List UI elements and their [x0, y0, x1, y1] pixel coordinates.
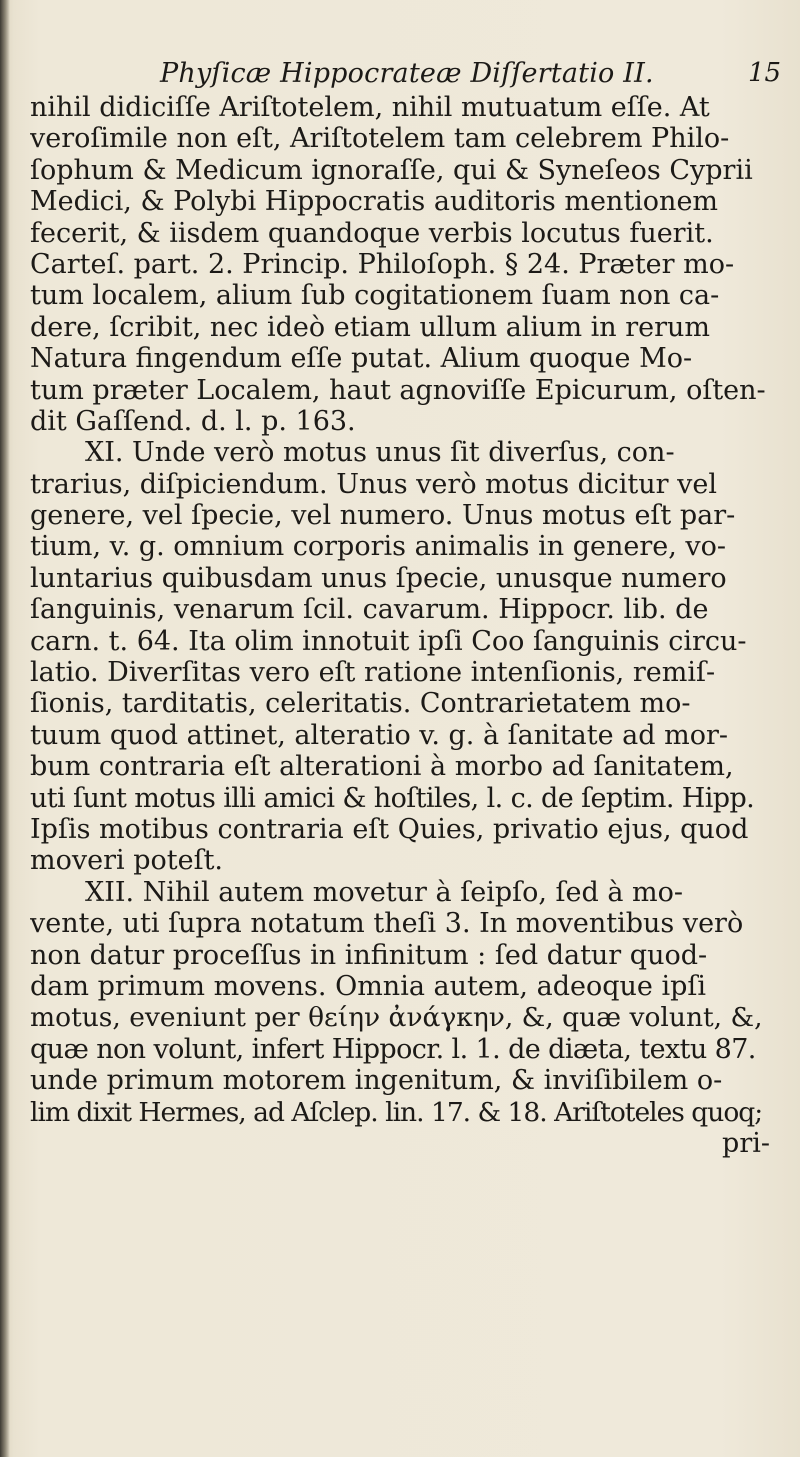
text-line: moveri poteſt. — [30, 845, 224, 877]
text-line: luntarius quibusdam unus ſpecie, unusque numero — [30, 562, 727, 594]
text-line: tium, v. g. omnium corporis animalis in genere, vo- — [30, 531, 727, 563]
page-number: 15 — [748, 58, 782, 88]
text-line: latio. Diverſitas vero eſt ratione intenſionis, remiſ- — [30, 657, 716, 689]
text-line: Natura fingendum eſſe putat. Alium quoque Mo- — [30, 343, 693, 375]
text-line: trarius, diſpiciendum. Unus verò motus dicitur vel — [30, 468, 717, 500]
text-line: nihil didiciſſe Ariſtotelem, nihil mutuatum eſſe. At — [30, 92, 710, 123]
text-line: ſophum & Medicum ignoraſſe, qui & Syneſeos Cyprii — [30, 154, 753, 186]
text-line: Medici, & Polybi Hippocratis auditoris mentionem — [30, 186, 719, 218]
text-line: genere, vel ſpecie, vel numero. Unus motus eſt par- — [30, 500, 736, 532]
section-heading-line: XI. Unde verò motus unus ſit diverſus, con- — [85, 437, 675, 469]
text-line: uti ſunt motus illi amici & hoſtiles, l. c. de ſeptim. Hipp. — [30, 782, 755, 814]
text-line: fecerit, & iisdem quandoque verbis locutus fuerit. — [30, 217, 714, 249]
text-line: ſionis, tarditatis, celeritatis. Contrarietatem mo- — [30, 688, 691, 720]
text-line: dam primum movens. Omnia autem, adeoque ipſi — [30, 970, 706, 1002]
text-line: bum contraria eſt alterationi à morbo ad ſanitatem, — [30, 751, 734, 783]
text-line: non datur proceſſus in infinitum : ſed datur quod- — [30, 939, 708, 971]
section-heading-line: XII. Nihil autem movetur à ſeipſo, ſed à mo- — [85, 876, 684, 908]
running-title: Phyſicæ Hippocrateæ Diſſertatio II. — [160, 58, 654, 89]
text-line: dit Gaſſend. d. l. p. 163. — [30, 405, 356, 437]
text-line: tuum quod attinet, alteratio v. g. à ſanitate ad mor- — [30, 719, 728, 751]
text-line: unde primum motorem ingenitum, & inviſibilem o- — [30, 1065, 723, 1097]
catchword: pri- — [722, 1127, 770, 1159]
text-line: ſanguinis, venarum ſcil. cavarum. Hippocr. lib. de — [30, 594, 709, 626]
text-line: carn. t. 64. Ita olim innotuit ipſi Coo ſanguinis circu- — [30, 625, 747, 657]
page-binding-edge — [0, 0, 10, 1457]
text-line: veroſimile non eſt, Ariſtotelem tam celebrem Philo- — [30, 123, 730, 155]
body-text — [30, 92, 770, 1159]
text-line: Carteſ. part. 2. Princip. Philoſoph. § 24. Præter mo- — [30, 248, 735, 280]
text-line: dere, ſcribit, nec ideò etiam ullum alium in rerum — [30, 311, 711, 343]
text-line: Ipſis motibus contraria eſt Quies, privatio ejus, quod — [30, 813, 749, 845]
text-line: tum localem, alium ſub cogitationem ſuam non ca- — [30, 280, 720, 312]
text-line: motus, eveniunt per θείην ἀνάγκην, &, quæ volunt, &, — [30, 1002, 763, 1034]
text-line: lim dixit Hermes, ad Aſclep. lin. 17. & 18. Ariſtoteles quoq; — [30, 1096, 763, 1128]
text-line: vente, uti ſupra notatum theſi 3. In moventibus verò — [30, 908, 744, 940]
text-line: tum præter Localem, haut agnoviſſe Epicurum, oſten- — [30, 374, 766, 406]
text-line: quæ non volunt, infert Hippocr. l. 1. de diæta, textu 87. — [30, 1033, 756, 1065]
